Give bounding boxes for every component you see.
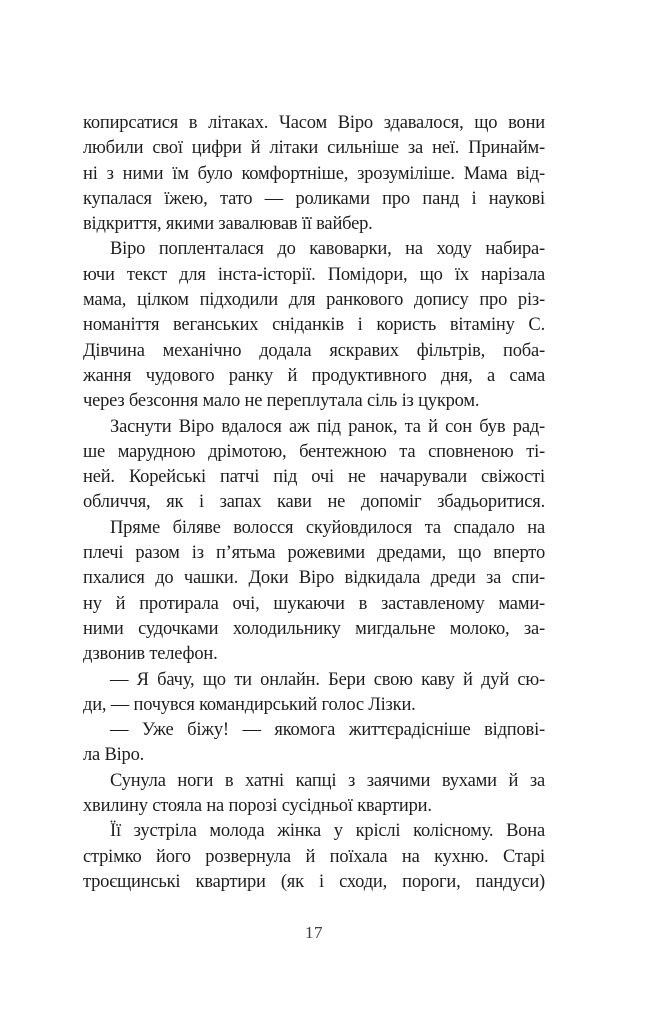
text-line: обличчя, як і запах кави не допоміг збадьоритися. bbox=[83, 492, 545, 513]
text-line: ла Віро. bbox=[83, 745, 145, 766]
text-line: хвилину стояла на порозі сусідньої квартири. bbox=[83, 796, 432, 817]
text-line: плечі разом із п’ятьма рожевими дредами, що вперто bbox=[83, 543, 545, 564]
text-line: Заснути Віро вдалося аж під ранок, та й сон був рад- bbox=[110, 416, 545, 437]
text-line: купалася їжею, тато — роликами про панд і наукові bbox=[83, 188, 545, 209]
text-line: Віро попленталася до кавоварки, на ходу набира- bbox=[110, 239, 545, 260]
paragraph bbox=[83, 415, 545, 516]
text-line: Її зустріла молода жінка у кріслі колісному. Вона bbox=[110, 821, 545, 842]
text-line: через безсоння мало не переплутала сіль із цукром. bbox=[83, 391, 480, 412]
text-line: пхалися до чашки. Доки Віро відкидала дреди за спи- bbox=[83, 568, 545, 589]
text-line: жання чудового ранку й продуктивного дня, а сама bbox=[83, 365, 545, 386]
text-line: троєщинські квартири (як і сходи, пороги, пандуси) bbox=[83, 871, 545, 892]
text-line: — Уже біжу! — якомога життєрадісніше відпові- bbox=[110, 720, 545, 741]
paragraph bbox=[83, 718, 545, 769]
text-line: Сунула ноги в хатні капці з заячими вухами й за bbox=[110, 770, 545, 791]
paragraph bbox=[83, 668, 545, 719]
text-line: дзвонив телефон. bbox=[83, 644, 218, 665]
text-line: Дівчина механічно додала яскравих фільтрів, поба- bbox=[83, 340, 545, 361]
text-line: копирсатися в літаках. Часом Віро здавалося, що вони bbox=[83, 113, 545, 133]
text-line: мама, цілком підходили для ранкового допису про різ- bbox=[83, 290, 545, 311]
paragraph bbox=[83, 819, 545, 895]
text-line: відкриття, якими завалював її вайбер. bbox=[83, 214, 373, 235]
text-line: ну й протирала очі, шукаючи в заставленому мами- bbox=[83, 593, 545, 614]
text-line: ні з ними їм було комфортніше, зрозуміліше. Мама від- bbox=[83, 163, 545, 184]
text-line: ди, — почувся командирський голос Лізки. bbox=[83, 694, 416, 715]
paragraph bbox=[83, 769, 545, 820]
paragraph bbox=[83, 237, 545, 414]
text-line: номаніття веганських сніданків і користь вітаміну С. bbox=[83, 315, 545, 336]
text-line: любили свої цифри й літаки сильніше за неї. Принайм- bbox=[83, 138, 545, 159]
paragraph bbox=[83, 516, 545, 668]
page-number: 17 bbox=[305, 923, 323, 942]
paragraph bbox=[83, 111, 545, 237]
text-line: ючи текст для інста-історії. Помідори, що їх нарізала bbox=[83, 264, 545, 285]
text-line: Пряме біляве волосся скуйовдилося та спадало на bbox=[110, 517, 545, 538]
text-line: — Я бачу, що ти онлайн. Бери свою каву й дуй сю- bbox=[110, 669, 545, 690]
text-line: ними судочками холодильнику мигдальне молоко, за- bbox=[83, 618, 545, 639]
text-line: стрімко його розвернула й поїхала на кухню. Старі bbox=[83, 846, 545, 867]
page-body-text bbox=[83, 111, 545, 895]
text-line: ше марудною дрімотою, бентежною та сповненою ті- bbox=[83, 441, 545, 462]
text-line: ней. Корейські патчі під очі не начарували свіжості bbox=[83, 467, 545, 488]
